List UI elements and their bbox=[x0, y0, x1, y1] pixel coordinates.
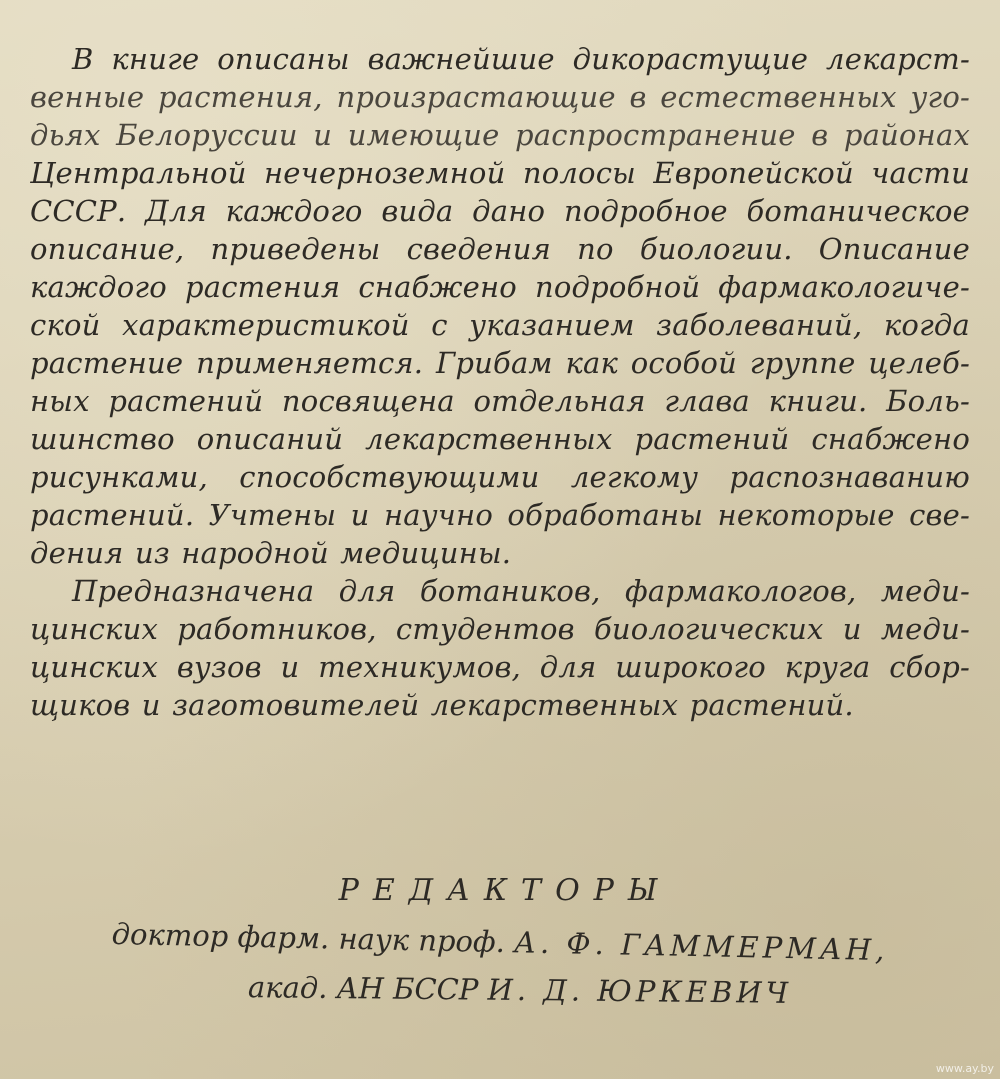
annotation-line: В книге описаны важнейшие дикорастущие лекарст- bbox=[72, 42, 970, 76]
editors-heading: РЕДАКТОРЫ bbox=[338, 873, 672, 908]
audience-line: щиков и заготовителей лекарственных растений. bbox=[30, 688, 854, 722]
editor-1-title: доктор фарм. наук проф. bbox=[111, 916, 506, 960]
annotation-line: Центральной нечерноземной полосы Европейской части bbox=[30, 156, 970, 190]
editor-2 bbox=[40, 961, 1000, 1019]
site-watermark: www.ay.by bbox=[935, 1062, 994, 1075]
audience-line: цинских работников, студентов биологических и меди- bbox=[30, 612, 970, 646]
annotation-line: растений. Учтены и научно обработаны некоторые све- bbox=[30, 498, 970, 532]
editor-2-title: акад. АН БССР bbox=[247, 970, 479, 1007]
annotation-line: венные растения, произрастающие в естественных уго- bbox=[30, 80, 970, 114]
editor-1-name: А. Ф. ГАММЕРМАН, bbox=[513, 925, 889, 968]
annotation-line: ской характеристикой с указанием заболеваний, когда bbox=[30, 308, 970, 342]
annotation-line: шинство описаний лекарственных растений снабжено bbox=[30, 422, 970, 456]
annotation-line: СССР. Для каждого вида дано подробное ботаническое bbox=[30, 194, 970, 228]
annotation-line: дьях Белоруссии и имеющие распространение в районах bbox=[30, 118, 970, 152]
book-annotation bbox=[30, 40, 970, 724]
annotation-line: описание, приведены сведения по биологии. Описание bbox=[30, 232, 970, 266]
audience-line: Предназначена для ботаников, фармакологов, меди- bbox=[72, 574, 970, 608]
annotation-line: дения из народной медицины. bbox=[30, 536, 512, 570]
annotation-line: рисунками, способствующими легкому распознаванию bbox=[30, 460, 970, 494]
annotation-line: растение применяется. Грибам как особой группе целеб- bbox=[30, 346, 970, 380]
audience-line: цинских вузов и техникумов, для широкого круга сбор- bbox=[30, 650, 970, 684]
annotation-line: ных растений посвящена отдельная глава книги. Боль- bbox=[30, 384, 970, 418]
editor-2-name: И. Д. ЮРКЕВИЧ bbox=[487, 972, 793, 1010]
annotation-line: каждого растения снабжено подробной фармакологиче- bbox=[30, 270, 970, 304]
editors-block bbox=[0, 868, 1000, 1014]
